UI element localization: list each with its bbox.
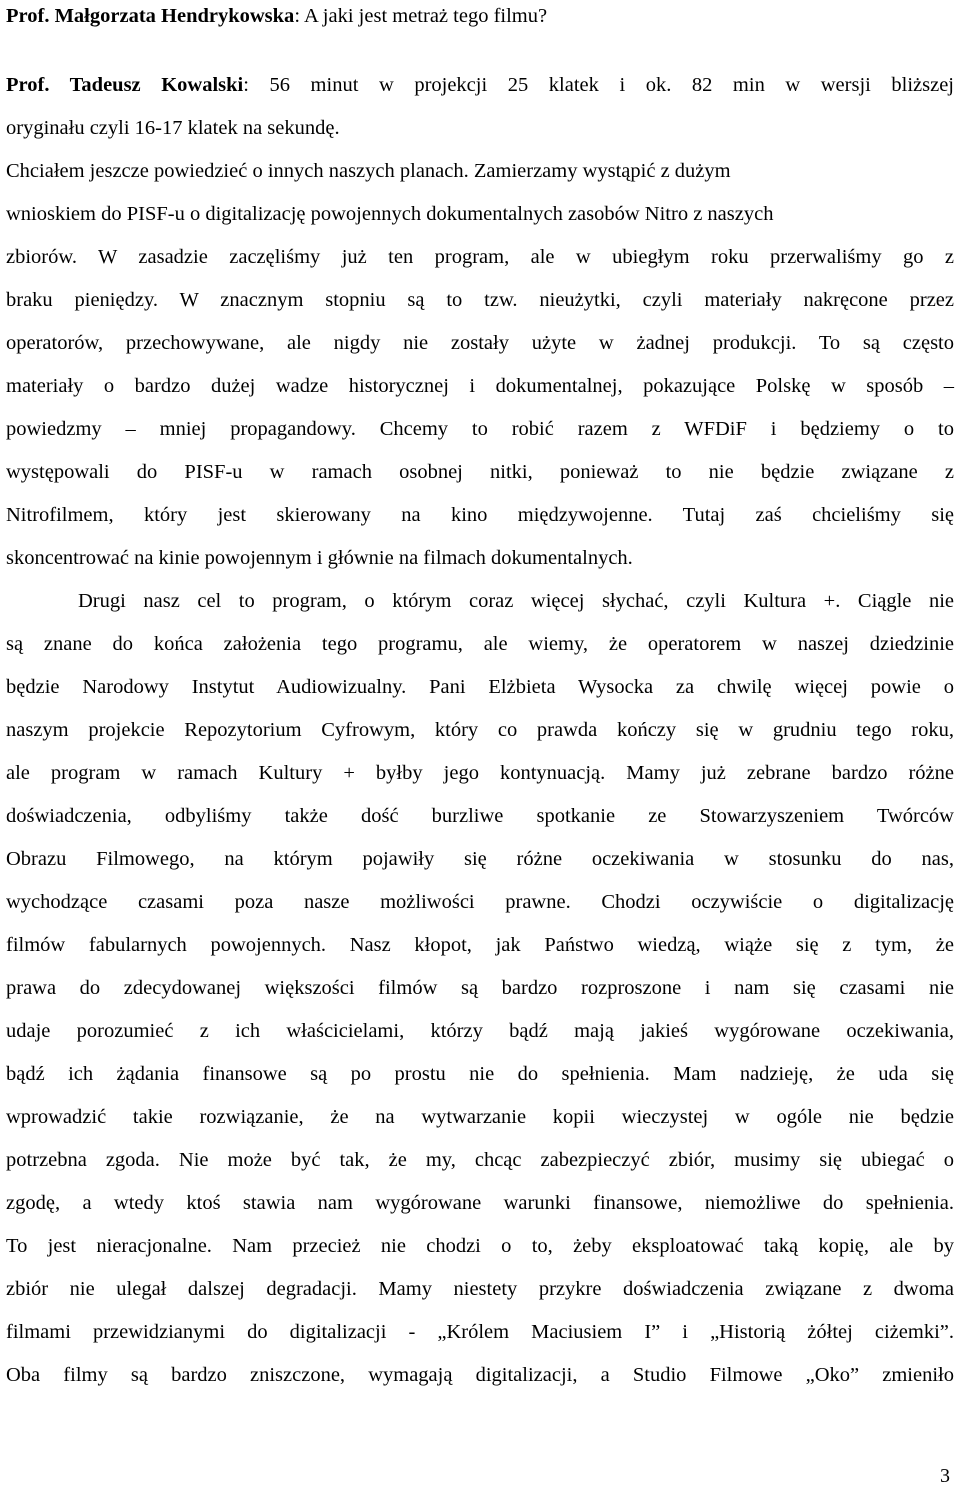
text-line: występowali do PISF-u w ramach osobnej nitki, ponieważ to nie będzie związane z xyxy=(6,461,954,483)
text-line: Oba filmy są bardzo zniszczone, wymagają digitalizacji, a Studio Filmowe „Oko” zmieniło xyxy=(6,1364,954,1386)
text-line: prawa do zdecydowanej większości filmów są bardzo rozproszone i nam się czasami nie xyxy=(6,977,954,999)
text-line: materiały o bardzo dużej wadze historycznej i dokumentalnej, pokazujące Polskę w sposób – xyxy=(6,375,954,397)
speaker-name: Prof. Tadeusz Kowalski xyxy=(6,74,244,96)
speaker-name: Prof. Małgorzata Hendrykowska xyxy=(6,5,295,27)
dialogue-text: : 56 minut w projekcji 25 klatek i ok. 82 min w wersji bliższej xyxy=(243,74,955,96)
page-number: 3 xyxy=(940,1465,950,1487)
paragraph-first-line: Drugi nasz cel to program, o którym coraz więcej słychać, czyli Kultura +. Ciągle nie xyxy=(78,590,954,612)
text-line: bądź ich żądania finansowe są po prostu nie do spełnienia. Mam nadzieję, że uda się xyxy=(6,1063,954,1085)
dialogue-line-kowalski xyxy=(6,73,954,97)
text-line: ale program w ramach Kultury + byłby jego kontynuacją. Mamy już zebrane bardzo różne xyxy=(6,762,954,784)
text-line: powiedzmy – mniej propagandowy. Chcemy to robić razem z WFDiF i będziemy o to xyxy=(6,418,954,440)
text-line: oryginału czyli 16-17 klatek na sekundę. xyxy=(6,117,340,139)
text-line: skoncentrować na kinie powojennym i głównie na filmach dokumentalnych. xyxy=(6,547,633,569)
text-line: filmami przewidzianymi do digitalizacji - „Królem Maciusiem I” i „Historią żółtej ciżemki”. xyxy=(6,1321,954,1343)
text-line: Obrazu Filmowego, na którym pojawiły się różne oczekiwania w stosunku do nas, xyxy=(6,848,954,870)
text-line: zbiór nie ulegał dalszej degradacji. Mamy niestety przykre doświadczenia związane z dwoma xyxy=(6,1278,954,1300)
text-line: zgodę, a wtedy ktoś stawia nam wygórowane warunki finansowe, niemożliwe do spełnienia. xyxy=(6,1192,954,1214)
text-line: wprowadzić takie rozwiązanie, że na wytwarzanie kopii wieczystej w ogóle nie będzie xyxy=(6,1106,954,1128)
text-line: są znane do końca założenia tego programu, ale wiemy, że operatorem w naszej dziedzinie xyxy=(6,633,954,655)
text-line: doświadczenia, odbyliśmy także dość burzliwe spotkanie ze Stowarzyszeniem Twórców xyxy=(6,805,954,827)
text-line: Chciałem jeszcze powiedzieć o innych naszych planach. Zamierzamy wystąpić z dużym xyxy=(6,160,731,182)
text-line: braku pieniędzy. W znacznym stopniu są to tzw. nieużytki, czyli materiały nakręcone przez xyxy=(6,289,954,311)
dialogue-text: : A jaki jest metraż tego filmu? xyxy=(294,5,548,27)
text-line: potrzebna zgoda. Nie może być tak, że my, chcąc zabezpieczyć zbiór, musimy się ubiegać o xyxy=(6,1149,954,1171)
text-line: udaje porozumieć z ich właścicielami, którzy bądź mają jakieś wygórowane oczekiwania, xyxy=(6,1020,954,1042)
text-line: filmów fabularnych powojennych. Nasz kłopot, jak Państwo wiedzą, wiąże się z tym, że xyxy=(6,934,954,956)
text-line: naszym projekcie Repozytorium Cyfrowym, który co prawda kończy się w grudniu tego roku, xyxy=(6,719,954,741)
text-line: zbiorów. W zasadzie zaczęliśmy już ten program, ale w ubiegłym roku przerwaliśmy go z xyxy=(6,246,954,268)
text-line: Nitrofilmem, który jest skierowany na kino międzywojenne. Tutaj zaś chcieliśmy się xyxy=(6,504,954,526)
text-line: wychodzące czasami poza nasze możliwości prawne. Chodzi oczywiście o digitalizację xyxy=(6,891,954,913)
text-line: To jest nieracjonalne. Nam przecież nie chodzi o to, żeby eksploatować taką kopię, ale by xyxy=(6,1235,954,1257)
text-line: operatorów, przechowywane, ale nigdy nie zostały użyte w żadnej produkcji. To są często xyxy=(6,332,954,354)
text-line: będzie Narodowy Instytut Audiowizualny. Pani Elżbieta Wysocka za chwilę więcej powie o xyxy=(6,676,954,698)
text-line: wnioskiem do PISF-u o digitalizację powojennych dokumentalnych zasobów Nitro z naszych xyxy=(6,203,774,225)
dialogue-line-hendrykowska xyxy=(6,4,547,28)
